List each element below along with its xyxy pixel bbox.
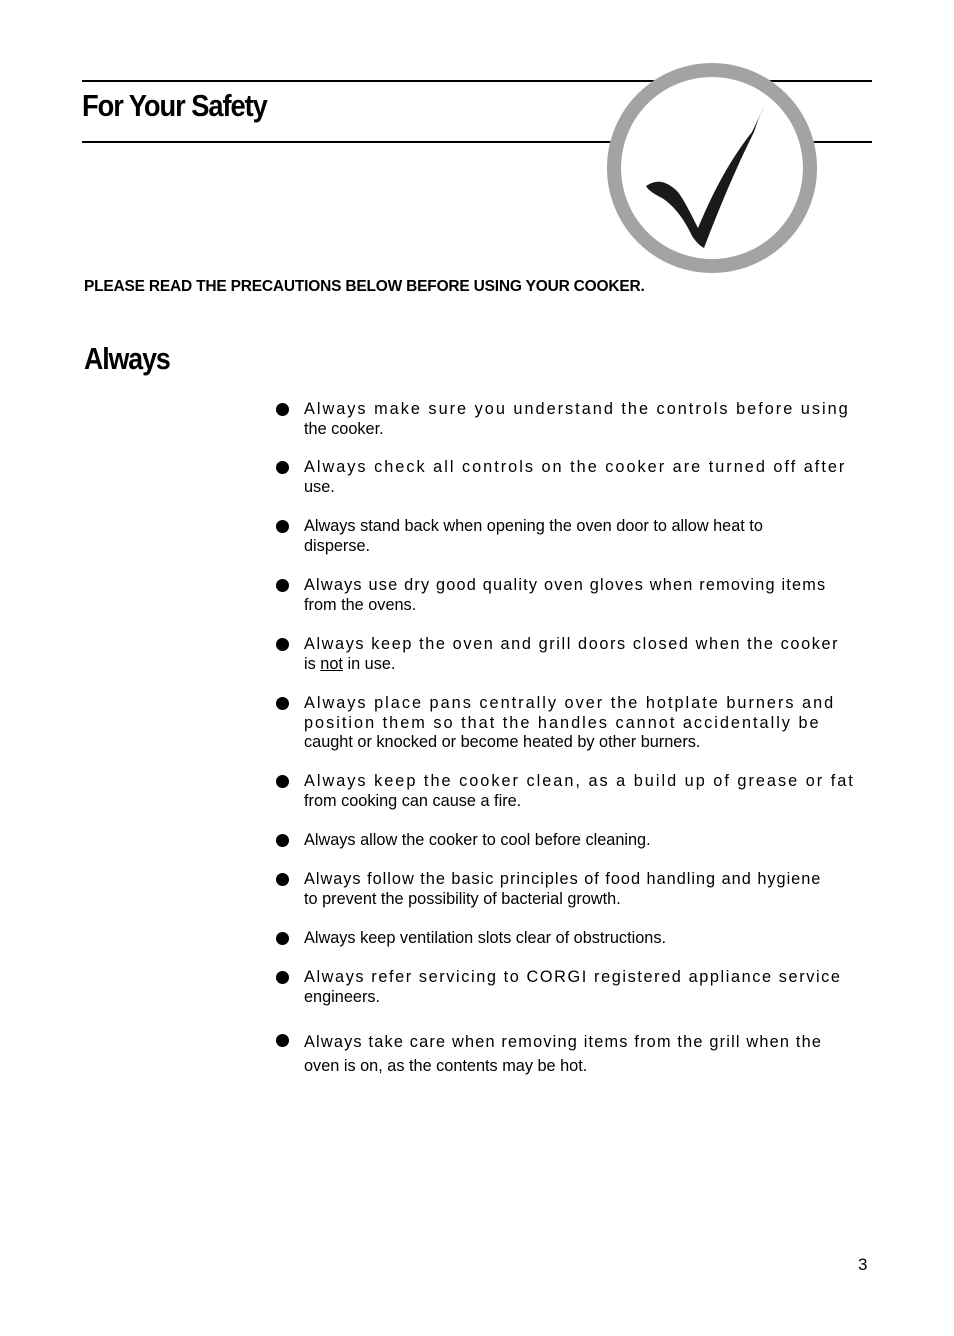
bullet-icon: [276, 873, 289, 886]
bullet-icon: [276, 697, 289, 710]
bullet-icon: [276, 520, 289, 533]
list-item-text: Always keep the oven and grill doors closed when the cooker is not in use.: [304, 635, 840, 673]
bullet-icon: [276, 403, 289, 416]
list-item-text: Always keep ventilation slots clear of obstructions.: [304, 929, 666, 947]
list-item-text: Always make sure you understand the controls before using the cooker.: [304, 400, 850, 438]
list-item-text: Always refer servicing to CORGI registered appliance service engineers.: [304, 968, 842, 1006]
section-heading-always: Always: [84, 341, 170, 376]
list-item-text: Always use dry good quality oven gloves when removing items from the ovens.: [304, 576, 827, 614]
bullet-icon: [276, 834, 289, 847]
list-item-text: Always allow the cooker to cool before cleaning.: [304, 831, 651, 849]
bullet-icon: [276, 971, 289, 984]
list-item-text: Always check all controls on the cooker are turned off after use.: [304, 458, 847, 496]
emphasis-not: not: [320, 654, 343, 673]
bullet-icon: [276, 461, 289, 474]
list-item-text: Always keep the cooker clean, as a build up of grease or fat from cooking can cause a fire.: [304, 772, 855, 810]
bullet-icon: [276, 1034, 289, 1047]
list-item-text: Always follow the basic principles of food handling and hygiene to prevent the possibility of bacterial growth.: [304, 870, 822, 908]
list-item-text: Always place pans centrally over the hotplate burners and position them so that the handles cannot accidentally be caught or knocked or become heated by other burners.: [304, 694, 836, 751]
bullet-icon: [276, 932, 289, 945]
precaution-notice: PLEASE READ THE PRECAUTIONS BELOW BEFORE USING YOUR COOKER.: [84, 278, 645, 295]
page-title: For Your Safety: [82, 88, 267, 123]
bullet-icon: [276, 579, 289, 592]
bullet-icon: [276, 775, 289, 788]
bullet-icon: [276, 638, 289, 651]
list-item-text: Always take care when removing items from the grill when the oven is on, as the contents may be hot.: [304, 1033, 823, 1075]
page-number: 3: [858, 1255, 868, 1274]
list-item-text: Always stand back when opening the oven door to allow heat to disperse.: [304, 517, 763, 555]
